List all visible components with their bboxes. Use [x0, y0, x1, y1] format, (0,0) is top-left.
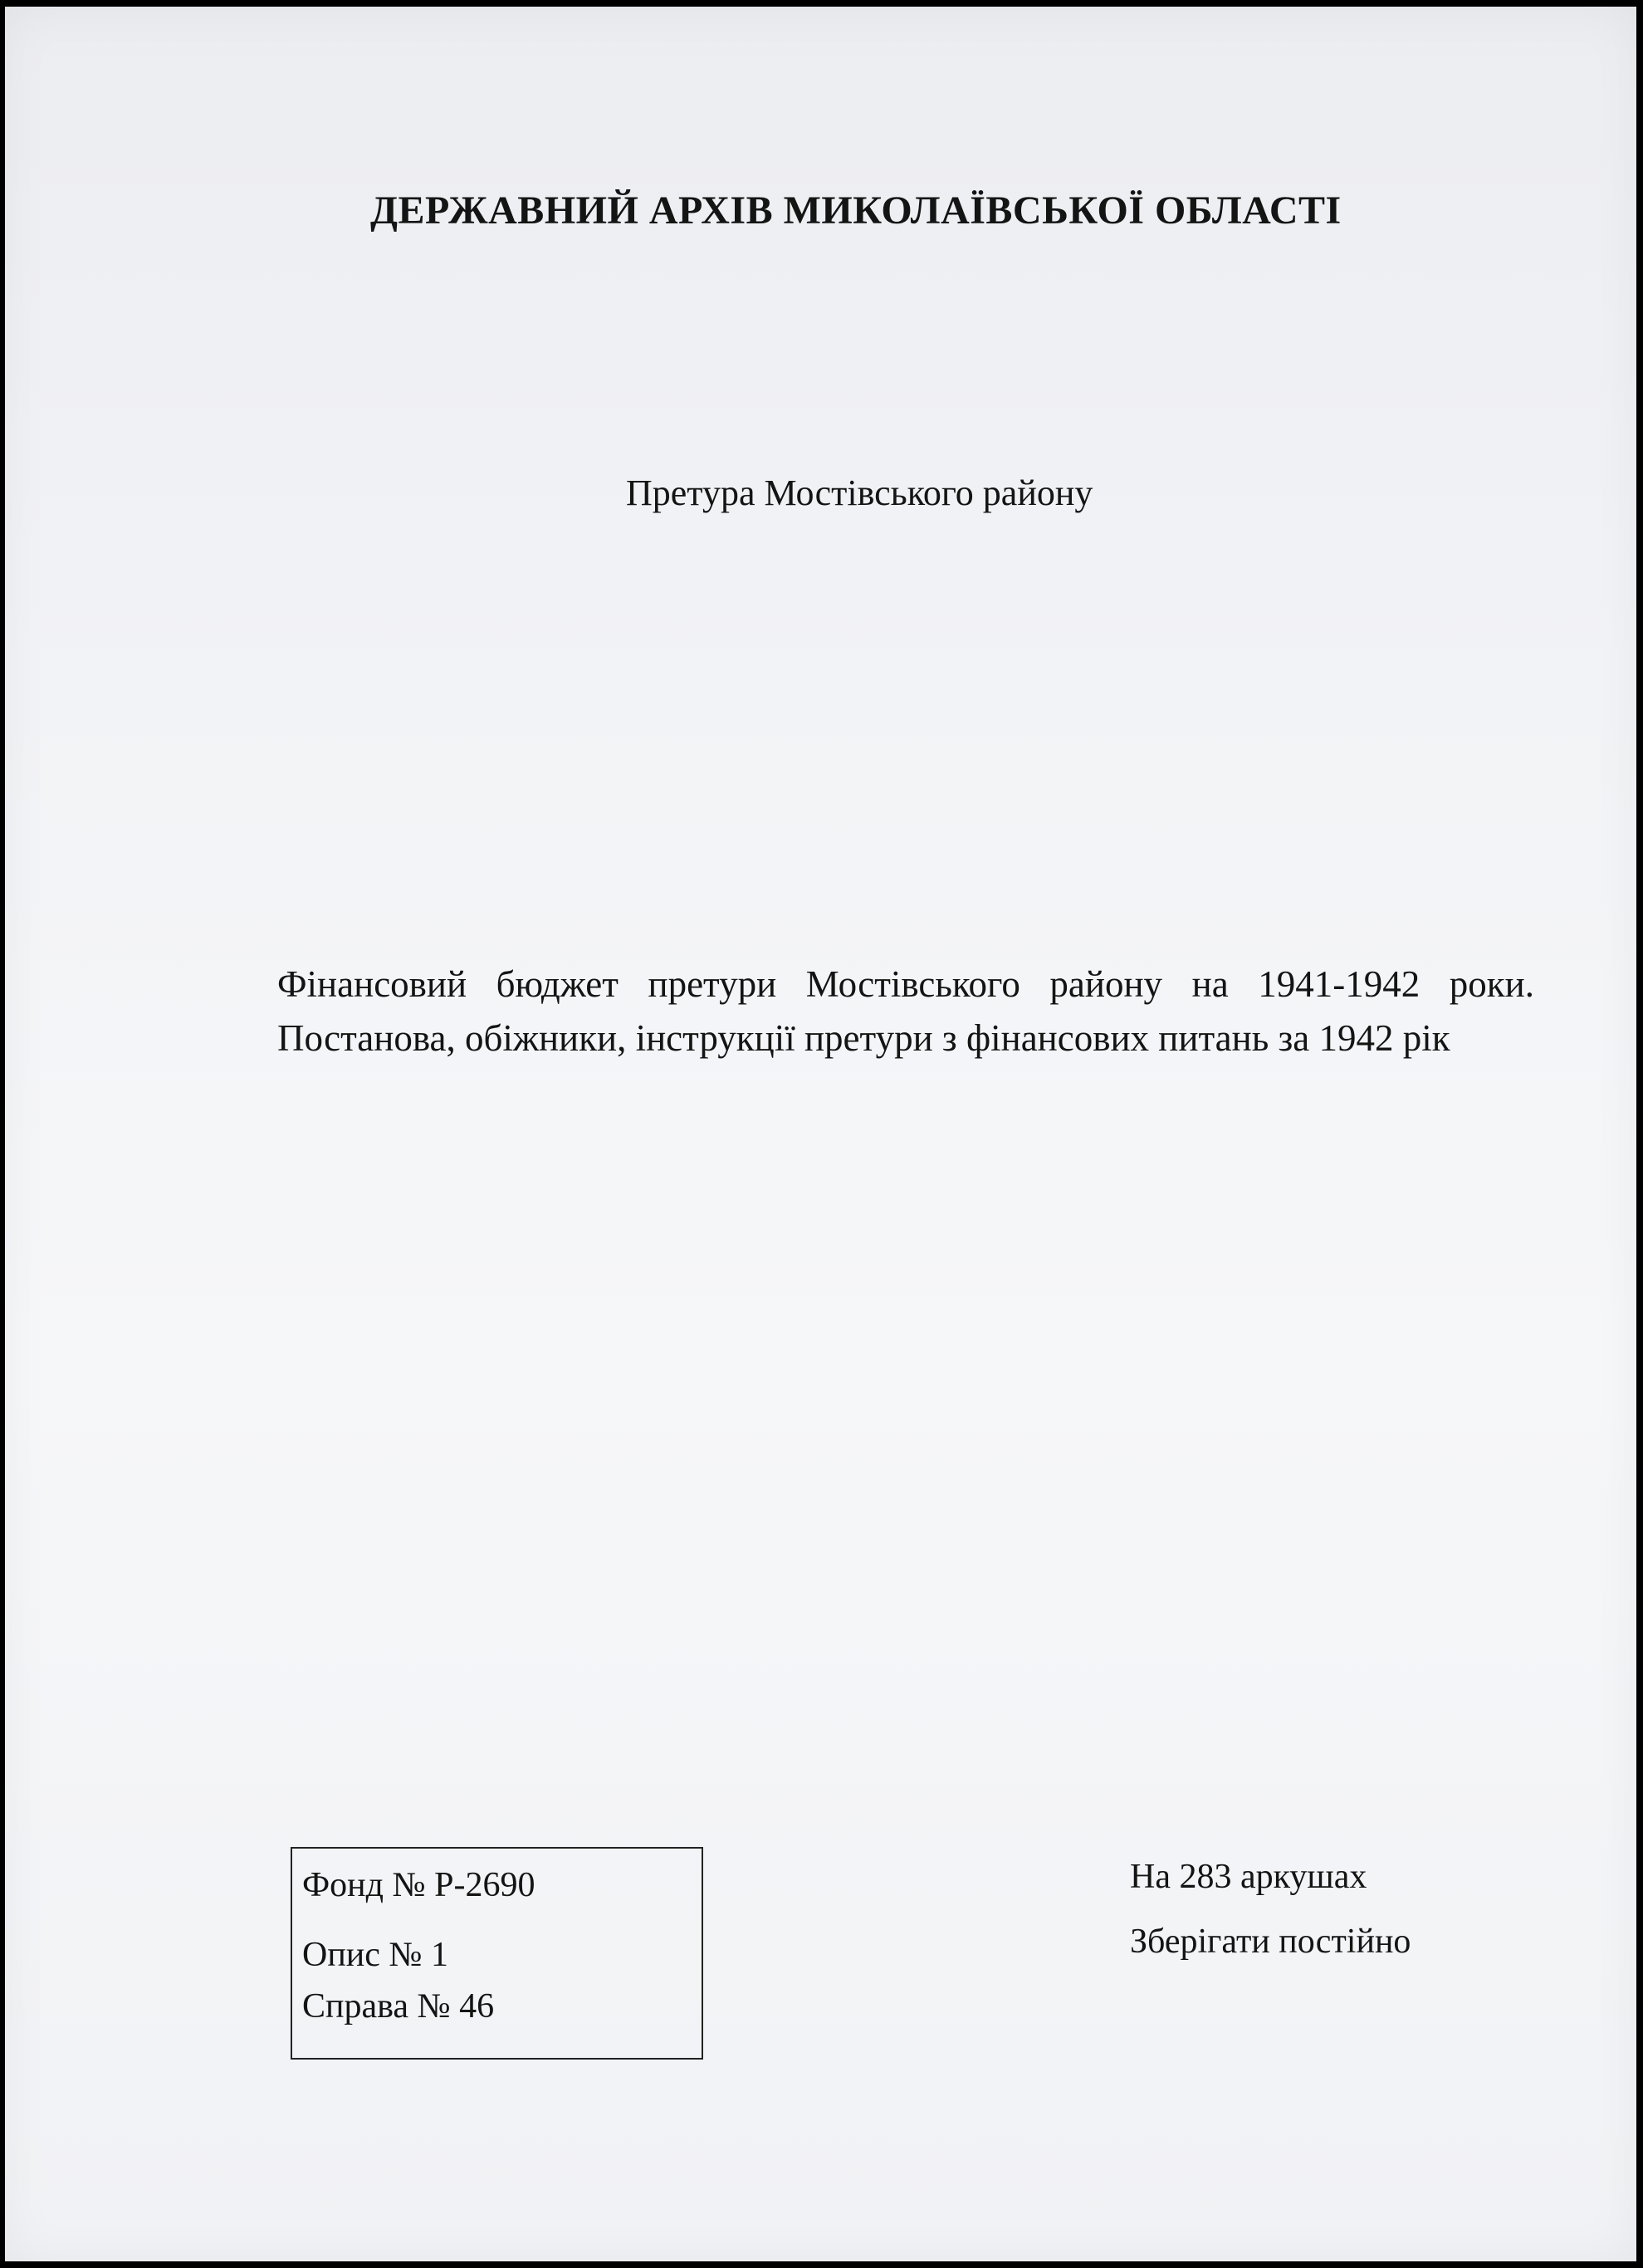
institution-name: Претура Мостівського району — [626, 473, 1093, 513]
sheet-count: На 283 аркушах — [1130, 1858, 1367, 1896]
storage-term: Зберігати постійно — [1130, 1923, 1411, 1961]
sprava-number: Справа № 46 — [302, 1987, 495, 2026]
document-page — [5, 7, 1636, 2261]
opis-number: Опис № 1 — [302, 1936, 448, 1974]
archive-name-heading: ДЕРЖАВНИЙ АРХІВ МИКОЛАЇВСЬКОЇ ОБЛАСТІ — [370, 189, 1342, 233]
archive-reference-box — [291, 1847, 703, 2060]
case-title: Фінансовий бюджет претури Мостівського району на 1941-1942 роки. Постанова, обіжники, інструкції претури з фінансових питань за 1942 рік — [277, 963, 1534, 1059]
fond-number: Фонд № Р-2690 — [302, 1866, 535, 1904]
